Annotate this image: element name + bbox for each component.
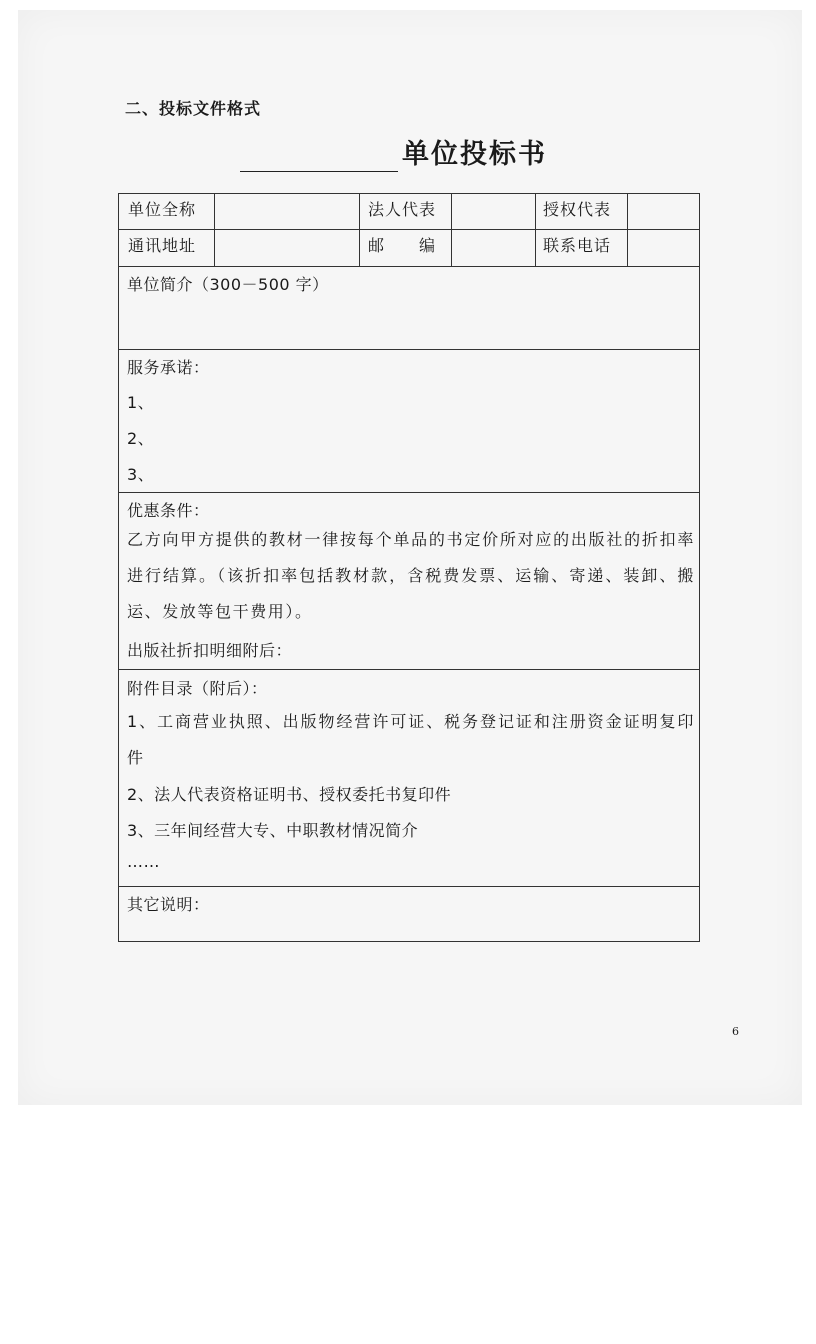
phone-label: 联系电话	[543, 236, 612, 255]
discount-note: 出版社折扣明细附后：	[127, 641, 293, 660]
row-divider	[119, 229, 699, 230]
service-item-1: 1、	[127, 393, 155, 412]
row-divider	[119, 669, 699, 670]
attachment-item-1: 1、工商营业执照、出版物经营许可证、税务登记证和注册资金证明复印件	[127, 712, 695, 767]
page-number: 6	[732, 1025, 739, 1038]
title-text: 单位投标书	[402, 139, 547, 170]
service-item-2: 2、	[127, 429, 155, 448]
document-title	[240, 132, 547, 172]
discount-paragraph: 乙方向甲方提供的教材一律按每个单品的书定价所对应的出版社的折扣率进行结算。（该折扣率包括教材款，含税费发票、运输、寄递、装卸、搬运、发放等包干费用）。	[127, 530, 695, 621]
bid-form-table	[118, 193, 700, 942]
col-divider	[627, 194, 628, 266]
col-divider	[535, 194, 536, 266]
row-divider	[119, 492, 699, 493]
legal-rep-label: 法人代表	[368, 200, 437, 219]
row-divider	[119, 886, 699, 887]
service-label: 服务承诺：	[127, 358, 210, 377]
auth-rep-label: 授权代表	[543, 200, 612, 219]
attachments-label: 附件目录（附后）：	[127, 679, 268, 698]
row-divider	[119, 266, 699, 267]
postcode-label: 邮 编	[368, 236, 437, 255]
attachment-ellipsis: ……	[127, 852, 160, 871]
intro-label: 单位简介（300－500 字）	[127, 275, 329, 294]
address-label: 通讯地址	[128, 236, 197, 255]
col-divider	[451, 194, 452, 266]
attachment-item-3: 3、三年间经营大专、中职教材情况简介	[127, 821, 419, 840]
other-notes-label: 其它说明：	[127, 895, 210, 914]
attachment-item-2: 2、法人代表资格证明书、授权委托书复印件	[127, 785, 452, 804]
discount-label: 优惠条件：	[127, 501, 210, 520]
col-divider	[214, 194, 215, 266]
title-blank-line	[240, 141, 398, 172]
row-divider	[119, 349, 699, 350]
section-heading: 二、投标文件格式	[125, 99, 262, 118]
unit-name-label: 单位全称	[128, 200, 197, 219]
col-divider	[359, 194, 360, 266]
service-item-3: 3、	[127, 465, 155, 484]
